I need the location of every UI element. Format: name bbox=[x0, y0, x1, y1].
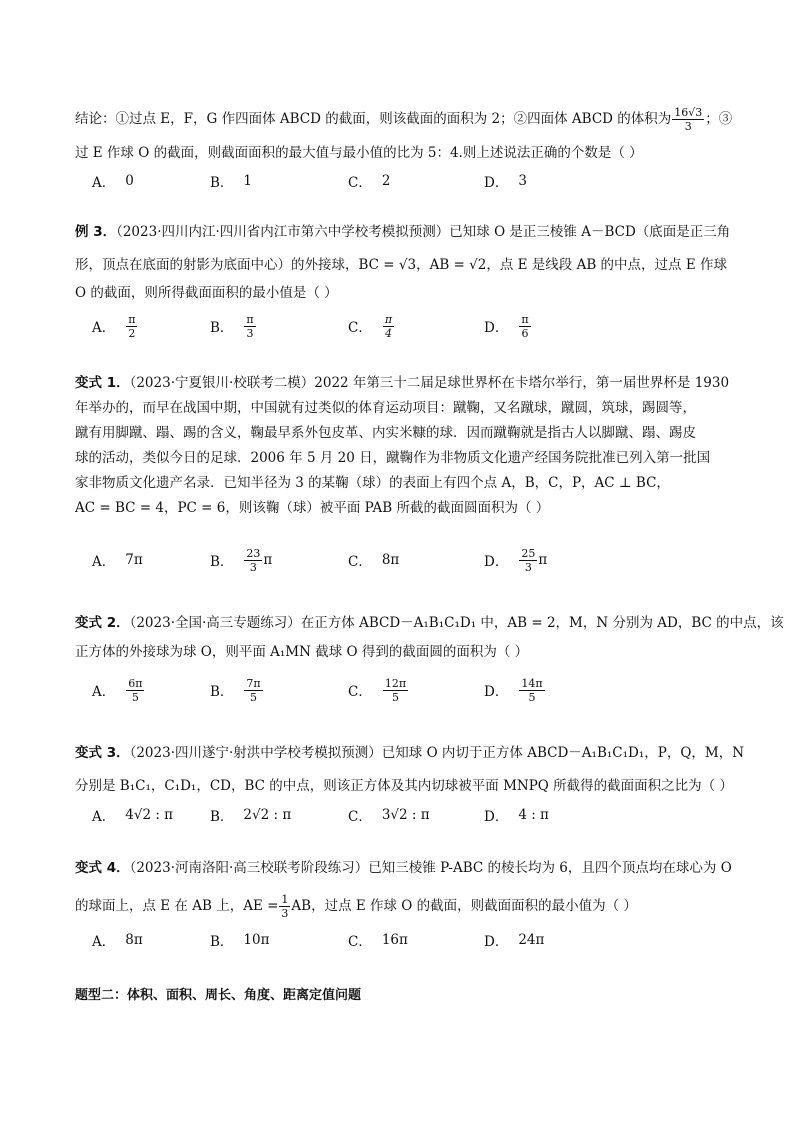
option-c[interactable]: C． 16π bbox=[348, 932, 408, 950]
option-a[interactable]: A． $\frac{6\pi}{5}$ bbox=[92, 676, 143, 704]
example-3-options bbox=[92, 306, 652, 346]
example-3-line-2: 形，顶点在底面的射影为底面中心）的外接球，BC = √3，AB = √2，点 E 是线段 AB 的中点，过点 E 作球 bbox=[75, 257, 727, 273]
example-3-line-3: O 的截面，则所得截面面积的最小值是（ ） bbox=[75, 285, 338, 301]
option-b[interactable]: B． $\frac{7\pi}{5}$ bbox=[210, 676, 261, 704]
conclusion-line-1 bbox=[75, 106, 733, 133]
variant-4-tag: 变式 4． bbox=[75, 860, 130, 876]
variant-1-options bbox=[92, 540, 652, 580]
variant-1-tag: 变式 1． bbox=[75, 375, 130, 391]
option-d[interactable]: D． $\frac{\pi}{6}$ bbox=[484, 312, 529, 340]
option-c[interactable]: C． 3√2 : π bbox=[348, 807, 430, 825]
option-a[interactable]: A． 7π bbox=[92, 552, 143, 570]
option-a[interactable]: A． 4√2 : π bbox=[92, 807, 174, 825]
option-b[interactable]: B． 1 bbox=[210, 173, 253, 191]
option-a[interactable]: A． $\frac{\pi}{2}$ bbox=[92, 312, 136, 340]
variant-1-line-6: AC = BC = 4，PC = 6，则该鞠（球）被平面 PAB 所截的截面圆面积为（ ） bbox=[75, 500, 550, 516]
volume-fraction bbox=[672, 106, 704, 133]
option-a[interactable]: A． 8π bbox=[92, 932, 143, 950]
section-title: 题型二：体积、面积、周长、角度、距离定值问题 bbox=[75, 988, 362, 1003]
volume-denominator: 3 bbox=[684, 120, 692, 133]
ae-fraction: $\frac{1}{3}$ bbox=[281, 893, 289, 920]
option-a[interactable]: A． 0 bbox=[92, 173, 134, 191]
option-d[interactable]: D． $\frac{14\pi}{5}$ bbox=[484, 676, 543, 704]
variant-2-tag: 变式 2． bbox=[75, 615, 130, 631]
variant-1-line-4: 球的活动，类似今日的足球．2006 年 5 月 20 日，蹴鞠作为非物质文化遗产经国务院批准已列入第一批国 bbox=[75, 450, 711, 466]
variant-1-line-5: 家非物质文化遗产名录．已知半径为 3 的某鞠（球）的表面上有四个点 A，B，C，P，AC ⊥ BC， bbox=[75, 475, 670, 491]
variant-3-options bbox=[92, 795, 652, 835]
variant-3-line-1: 变式 3．（2023·四川遂宁·射洪中学校考模拟预测）已知球 O 内切于正方体 ABCD－A₁B₁C₁D₁，P，Q，M，N bbox=[75, 745, 745, 761]
example-3-tag: 例 3． bbox=[75, 224, 117, 240]
option-b[interactable]: B． $\frac{\pi}{3}$ bbox=[210, 312, 254, 340]
example-3-line-1: 例 3．（2023·四川内江·四川省内江市第六中学校考模拟预测）已知球 O 是正三棱锥 A－BCD（底面是正三角 bbox=[75, 224, 731, 240]
variant-1-line-2: 年举办的，而早在战国中期，中国就有过类似的体育运动项目：蹴鞠，又名蹴球，蹴圆，筑球，踢圆等， bbox=[75, 400, 696, 416]
variant-4-options bbox=[92, 920, 652, 960]
conclusion-text-a: 结论：①过点 E，F，G 作四面体 ABCD 的截面，则该截面的面积为 2；②四面体 ABCD 的体积为 bbox=[75, 111, 672, 127]
variant-3-line-2: 分别是 B₁C₁，C₁D₁，CD，BC 的中点，则该正方体及其内切球被平面 MNPQ 所截得的截面面积之比为（ ） bbox=[75, 778, 733, 794]
option-c[interactable]: C． $\frac{12\pi}{5}$ bbox=[348, 676, 407, 704]
option-c[interactable]: C． 2 bbox=[348, 173, 391, 191]
option-d[interactable]: D． $\frac{25}{3}$ π bbox=[484, 546, 548, 574]
variant-1-line-1: 变式 1．（2023·宁夏银川·校联考二模）2022 年第三十二届足球世界杯在卡塔尔举行，第一届世界杯是 1930 bbox=[75, 375, 730, 391]
option-d[interactable]: D． 4 : π bbox=[484, 807, 549, 825]
option-c[interactable]: C． 8π bbox=[348, 552, 400, 570]
variant-4-line-1: 变式 4．（2023·河南洛阳·高三校联考阶段练习）已知三棱锥 P-ABC 的棱长均为 6，且四个顶点均在球心为 O bbox=[75, 860, 732, 876]
option-c[interactable]: C． $\frac{\pi}{4}$ bbox=[348, 312, 393, 340]
volume-numerator: 16√3 bbox=[674, 106, 703, 119]
variant-4-line-2: 的球面上，点 E 在 AB 上，AE = $\frac{1}{3}$ AB，过点 E 作球 O 的截面，则截面面积的最小值为（ ） bbox=[75, 893, 637, 920]
option-d[interactable]: D． 24π bbox=[484, 932, 545, 950]
variant-3-tag: 变式 3． bbox=[75, 745, 130, 761]
conclusion-text-b: ；③ bbox=[705, 111, 733, 127]
variant-1-line-3: 蹴有用脚蹴、蹋、踢的含义，鞠最早系外包皮革、内实米糠的球．因而蹴鞠就是指古人以脚蹴、蹋、踢皮 bbox=[75, 425, 696, 441]
option-b[interactable]: B． 10π bbox=[210, 932, 270, 950]
conclusion-line-2: 过 E 作球 O 的截面，则截面面积的最大值与最小值的比为 5：4.则上述说法正确的个数是（ ） bbox=[75, 145, 643, 161]
conclusion-options bbox=[92, 161, 652, 201]
option-b[interactable]: B． $\frac{23}{3}$ π bbox=[210, 546, 273, 574]
variant-2-line-2: 正方体的外接球为球 O，则平面 A₁MN 截球 O 得到的截面圆的面积为（ ） bbox=[75, 644, 529, 660]
option-b[interactable]: B． 2√2 : π bbox=[210, 807, 292, 825]
variant-2-options bbox=[92, 670, 652, 710]
variant-2-line-1: 变式 2．（2023·全国·高三专题练习）在正方体 ABCD－A₁B₁C₁D₁ 中，AB = 2，M，N 分别为 AD，BC 的中点，该 bbox=[75, 615, 784, 631]
option-d[interactable]: D． 3 bbox=[484, 173, 527, 191]
